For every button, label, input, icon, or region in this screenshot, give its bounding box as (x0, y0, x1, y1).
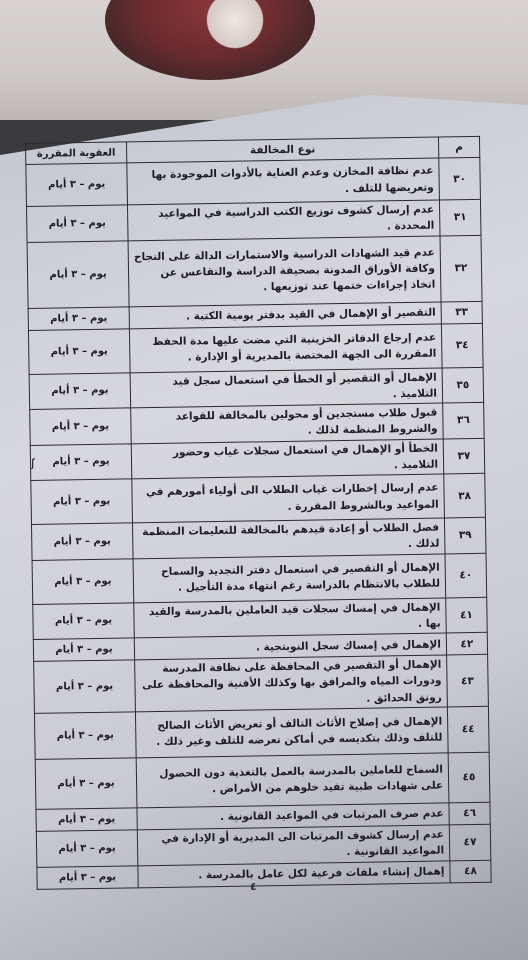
violation-text: الإهمال في إمساك سجلات قيد العاملين بالمدرسة والقيد بها . (134, 598, 447, 638)
violation-text: عدم إرسال إخطارات غياب الطلاب الى أولياء أمورهم في المواعيد وبالشروط المقررة . (132, 474, 445, 523)
penalty-cell: يوم – ٣ أيام (28, 306, 129, 330)
row-number: ٣١ (439, 199, 481, 235)
row-number: ٣٢ (440, 235, 482, 302)
violation-text: الإهمال أو التقصير أو الخطأ في استعمال سجل قيد التلاميذ . (130, 368, 443, 408)
penalty-cell: يوم – ٣ أيام (26, 205, 128, 242)
row-number: ٣٨ (444, 473, 486, 518)
penalty-cell: يوم – ٣ أيام (36, 830, 138, 867)
violations-table-container (25, 136, 491, 884)
violation-text: عدم صرف المرتبات في المواعيد القانونية . (137, 803, 449, 830)
violation-text: قبول طلاب مستجدين أو محولين بالمخالفة للقواعد والشروط المنظمة لذلك . (131, 403, 444, 443)
penalty-cell: يوم – ٣ أيام (34, 660, 136, 713)
row-number: ٤١ (446, 597, 488, 633)
violation-text: الإهمال أو التقصير في المحافظة على نظافة المدرسة ودورات المياه والمرافق بها وكذلك الأفنية والمحافظة على رونق الحدائق . (135, 655, 448, 712)
table-row (34, 654, 489, 713)
penalty-cell: يوم – ٣ أيام (27, 240, 129, 308)
violation-text: الإهمال أو التقصير في استعمال دفتر التجديد والسماح للطلاب بالانتظام بالدراسة رغم انتهاء مدة التأجيل . (133, 554, 446, 603)
violation-text: فصل الطلاب أو إعادة قيدهم بالمخالفة للتعليمات المنظمة لذلك . (132, 518, 445, 558)
violation-text: الإهمال في إصلاح الأثاث التالف أو تعريض الأثاث الصالح للتلف وذلك بتكديسه في أماكن تعرضه للتلف وغير ذلك . (135, 707, 448, 758)
table-row (26, 157, 481, 206)
penalty-cell: يوم – ٣ أيام (33, 638, 134, 662)
penalty-cell: يوم – ٣ أيام (33, 603, 135, 640)
violation-text: عدم إرسال كشوف توزيع الكتب الدراسية في المواعيد المحددة . (127, 200, 440, 240)
row-number: ٣٣ (441, 301, 482, 324)
table-row (32, 553, 487, 604)
violation-text: التقصير أو الإهمال في القيد بدفتر يومية الكتبة . (129, 302, 441, 329)
penalty-cell: يوم – ٣ أيام (34, 712, 136, 760)
penalty-cell: يوم – ٣ أيام (36, 808, 137, 832)
penalty-cell: يوم – ٣ أيام (35, 758, 137, 810)
table-row (27, 235, 482, 308)
row-number: ٤٢ (446, 632, 487, 655)
table-row (35, 752, 490, 809)
violation-text: عدم قيد الشهادات الدراسية والاستمارات الدالة على النجاح وكافة الأوراق المدونة بصحيفة الدراسة والتقاعس عن اتخاذ إجراءات ختمها عند توزيعها . (128, 236, 441, 307)
header-penalty: العقوبة المقررة (26, 142, 127, 165)
row-number: ٤٨ (450, 860, 491, 883)
table-body (26, 157, 491, 889)
violations-table (25, 136, 492, 890)
row-number: ٣٤ (441, 323, 483, 368)
row-number: ٤٧ (449, 824, 491, 860)
row-number: ٣٧ (443, 438, 485, 474)
penalty-cell: يوم – ٣ أيام (37, 865, 138, 889)
row-number: ٣٩ (444, 517, 486, 553)
violation-text: عدم نظافة المخازن وعدم العناية بالأدوات الموجودة بها وتعريضها للتلف . (127, 158, 440, 205)
row-number: ٤٣ (447, 654, 489, 706)
table-row (34, 706, 489, 759)
violation-text: الإهمال في إمساك سجل النوبتجية . (134, 633, 446, 660)
violation-text: إهمال إنشاء ملفات فرعية لكل عامل بالمدرسة . (138, 860, 450, 887)
violation-text: السماح للعاملين بالمدرسة بالعمل بالتغذية دون الحصول على شهادات طبية تفيد خلوهم من الأمراض . (136, 753, 449, 808)
row-number: ٣٦ (443, 402, 485, 438)
penalty-cell: يوم – ٣ أيام (31, 523, 133, 560)
violation-text: الخطأ أو الإهمال في استعمال سجلات غياب وحضور التلاميذ . (131, 439, 444, 479)
penalty-cell: يوم – ٣ أيام (30, 443, 132, 480)
header-index: م (438, 136, 479, 158)
row-number: ٣٠ (439, 157, 481, 200)
penalty-cell: يوم – ٣ أيام (28, 328, 130, 374)
row-number: ٣٥ (442, 367, 484, 403)
row-number: ٤٦ (449, 802, 490, 825)
row-number: ٤٠ (445, 553, 487, 598)
penalty-cell: يوم – ٣ أيام (31, 479, 133, 525)
violation-text: عدم إرسال كشوف المرتبات الى المديرية أو الإدارة في المواعيد القانونية . (137, 825, 450, 865)
table-row (31, 473, 486, 524)
handwritten-mark: ꭍ (30, 457, 36, 473)
penalty-cell: يوم – ٣ أيام (26, 163, 128, 207)
row-number: ٤٥ (448, 752, 490, 803)
header-violation: نوع المخالفة (126, 137, 438, 163)
page-number: ٤ (250, 880, 257, 893)
penalty-cell: يوم – ٣ أيام (29, 372, 131, 409)
penalty-cell: يوم – ٣ أيام (32, 559, 134, 605)
violation-text: عدم إرجاع الدفاتر الخزينية التي مضت عليها مدة الحفظ المقررة الى الجهة المختصة بالمديرية أو الإدارة . (129, 324, 442, 373)
table-row (28, 323, 483, 374)
penalty-cell: يوم – ٣ أيام (30, 408, 132, 445)
row-number: ٤٤ (447, 706, 489, 753)
